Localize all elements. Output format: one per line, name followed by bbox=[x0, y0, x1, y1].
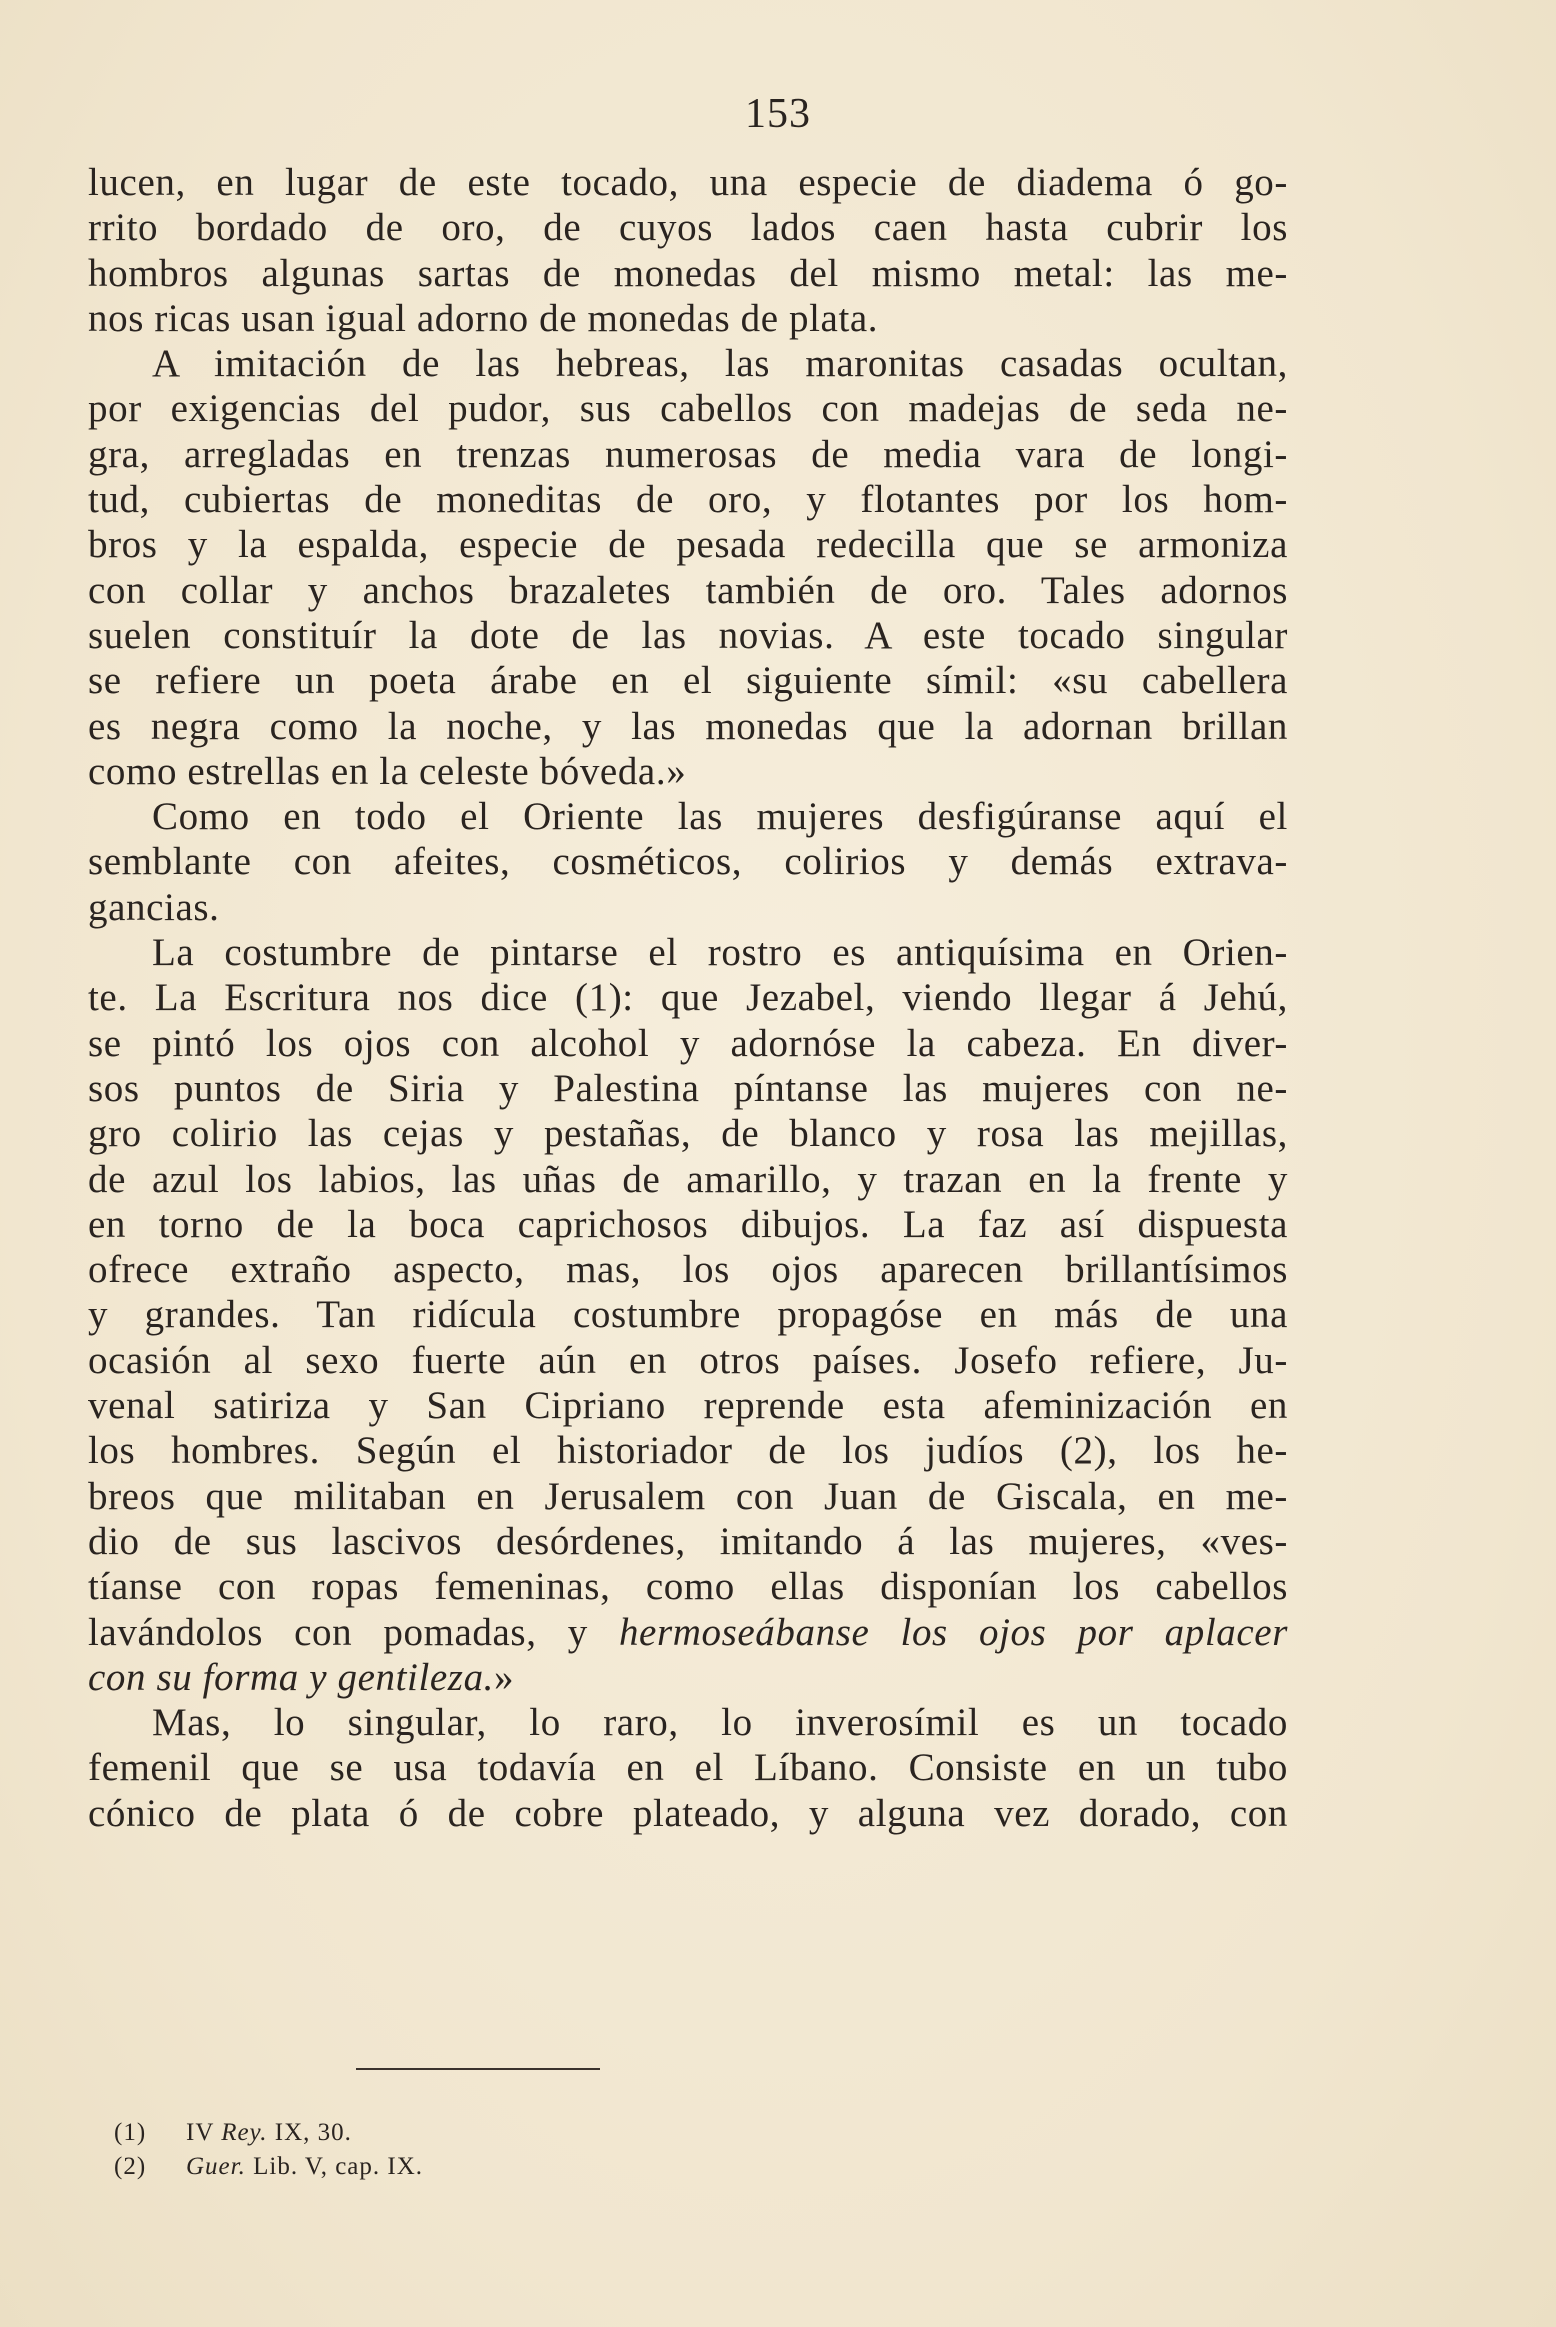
line-text: sos puntos de Siria y Palestina píntanse las mujeres con ne- bbox=[88, 1066, 1288, 1110]
line-text: por exigencias del pudor, sus cabellos con madejas de seda ne- bbox=[88, 387, 1288, 431]
text-line bbox=[88, 885, 1288, 930]
line-text: como estrellas en la celeste bóveda.» bbox=[88, 749, 687, 793]
text-line bbox=[88, 1564, 1288, 1609]
line-text: A imitación de las hebreas, las maronitas casadas ocultan, bbox=[152, 342, 1288, 386]
text-line bbox=[88, 839, 1288, 884]
line-text: los hombres. Según el historiador de los judíos (2), los he- bbox=[88, 1429, 1288, 1473]
footnote-mark: (2) bbox=[114, 2153, 147, 2180]
text-line bbox=[88, 1247, 1288, 1292]
line-text: rrito bordado de oro, de cuyos lados caen hasta cubrir los bbox=[88, 206, 1288, 250]
text-line bbox=[88, 1428, 1288, 1473]
line-text: es negra como la noche, y las monedas que la adornan brillan bbox=[88, 704, 1288, 748]
line-text: gancias. bbox=[88, 885, 220, 929]
line-text: de azul los labios, las uñas de amarillo, y trazan en la frente y bbox=[88, 1157, 1288, 1201]
line-text: y grandes. Tan ridícula costumbre propagóse en más de una bbox=[88, 1293, 1288, 1337]
line-text: Como en todo el Oriente las mujeres desfigúranse aquí el bbox=[152, 795, 1288, 839]
footnote-reference: Lib. V, cap. IX. bbox=[245, 2153, 424, 2180]
footnote bbox=[114, 2116, 423, 2150]
text-line bbox=[88, 658, 1288, 703]
line-text: venal satiriza y San Cipriano reprende esta afeminización en bbox=[88, 1384, 1288, 1428]
text-line bbox=[88, 341, 1288, 386]
line-text: dio de sus lascivos desórdenes, imitando á las mujeres, «ves- bbox=[88, 1519, 1288, 1563]
text-line bbox=[88, 1021, 1288, 1066]
text-line bbox=[88, 1292, 1288, 1337]
text-line bbox=[88, 386, 1288, 431]
footnote-source: Rey. bbox=[221, 2119, 268, 2146]
text-line bbox=[88, 704, 1288, 749]
text-line bbox=[88, 1111, 1288, 1156]
line-text: ofrece extraño aspecto, mas, los ojos aparecen brillantísimos bbox=[88, 1248, 1288, 1292]
line-text: lavándolos con pomadas, y bbox=[88, 1610, 619, 1654]
line-text: semblante con afeites, cosméticos, colirios y demás extrava- bbox=[88, 840, 1288, 884]
text-line bbox=[88, 296, 1288, 341]
footnote-reference: IX, 30. bbox=[267, 2119, 352, 2146]
text-line bbox=[88, 930, 1288, 975]
line-text: tíanse con ropas femeninas, como ellas disponían los cabellos bbox=[88, 1565, 1288, 1609]
line-text: femenil que se usa todavía en el Líbano. Consiste en un tubo bbox=[88, 1746, 1288, 1790]
line-text: nos ricas usan igual adorno de monedas de plata. bbox=[88, 296, 879, 340]
body-text bbox=[88, 160, 1288, 1836]
text-line bbox=[88, 160, 1288, 205]
text-line bbox=[88, 1383, 1288, 1428]
text-line bbox=[88, 477, 1288, 522]
line-text: lucen, en lugar de este tocado, una especie de diadema ó go- bbox=[88, 161, 1288, 204]
text-line bbox=[88, 1202, 1288, 1247]
line-tail-text: » bbox=[494, 1655, 515, 1699]
text-line bbox=[88, 613, 1288, 658]
line-italic-text: con su forma y gentileza. bbox=[88, 1655, 495, 1699]
line-text: breos que militaban en Jerusalem con Juan de Giscala, en me- bbox=[88, 1474, 1288, 1518]
text-line bbox=[88, 1519, 1288, 1564]
line-text: se refiere un poeta árabe en el siguiente símil: «su cabellera bbox=[88, 659, 1288, 703]
footnote bbox=[114, 2150, 423, 2184]
text-line bbox=[88, 1474, 1288, 1519]
text-line bbox=[88, 749, 1288, 794]
text-line bbox=[88, 1338, 1288, 1383]
text-line bbox=[88, 522, 1288, 567]
line-text: cónico de plata ó de cobre plateado, y alguna vez dorado, con bbox=[88, 1791, 1288, 1835]
line-text: Mas, lo singular, lo raro, lo inverosímil es un tocado bbox=[152, 1701, 1288, 1745]
text-line bbox=[88, 1610, 1288, 1655]
line-text: La costumbre de pintarse el rostro es antiquísima en Orien- bbox=[152, 931, 1288, 975]
footnote-text: IV bbox=[186, 2119, 222, 2146]
footnotes bbox=[114, 2116, 423, 2184]
text-line bbox=[88, 1066, 1288, 1111]
text-line bbox=[88, 1157, 1288, 1202]
line-text: gro colirio las cejas y pestañas, de blanco y rosa las mejillas, bbox=[88, 1112, 1288, 1156]
line-text: hombros algunas sartas de monedas del mismo metal: las me- bbox=[88, 251, 1288, 295]
text-line bbox=[88, 975, 1288, 1020]
line-text: tud, cubiertas de moneditas de oro, y flotantes por los hom- bbox=[88, 478, 1288, 522]
line-italic-text: hermoseábanse los ojos por aplacer bbox=[618, 1610, 1288, 1654]
text-line bbox=[88, 432, 1288, 477]
footnote-mark: (1) bbox=[114, 2119, 147, 2146]
line-text: en torno de la boca caprichosos dibujos. La faz así dispuesta bbox=[88, 1202, 1288, 1246]
line-text: con collar y anchos brazaletes también de oro. Tales adornos bbox=[88, 568, 1288, 612]
footnote-divider bbox=[356, 2068, 600, 2070]
text-line bbox=[88, 251, 1288, 296]
page-number: 153 bbox=[745, 91, 811, 137]
text-line bbox=[88, 568, 1288, 613]
text-line bbox=[88, 794, 1288, 839]
line-text: ocasión al sexo fuerte aún en otros países. Josefo refiere, Ju- bbox=[88, 1338, 1288, 1382]
text-line bbox=[88, 1700, 1288, 1745]
line-text: gra, arregladas en trenzas numerosas de media vara de longi- bbox=[88, 432, 1288, 476]
line-text: bros y la espalda, especie de pesada redecilla que se armoniza bbox=[88, 523, 1288, 567]
line-text: te. La Escritura nos dice (1): que Jezabel, viendo llegar á Jehú, bbox=[88, 976, 1288, 1020]
line-text: se pintó los ojos con alcohol y adornóse la cabeza. En diver- bbox=[88, 1021, 1288, 1065]
text-line bbox=[88, 1655, 1288, 1700]
text-line bbox=[88, 205, 1288, 250]
line-text: suelen constituír la dote de las novias. A este tocado singular bbox=[88, 613, 1288, 657]
footnote-source: Guer. bbox=[186, 2153, 246, 2180]
text-line bbox=[88, 1791, 1288, 1836]
text-line bbox=[88, 1745, 1288, 1790]
